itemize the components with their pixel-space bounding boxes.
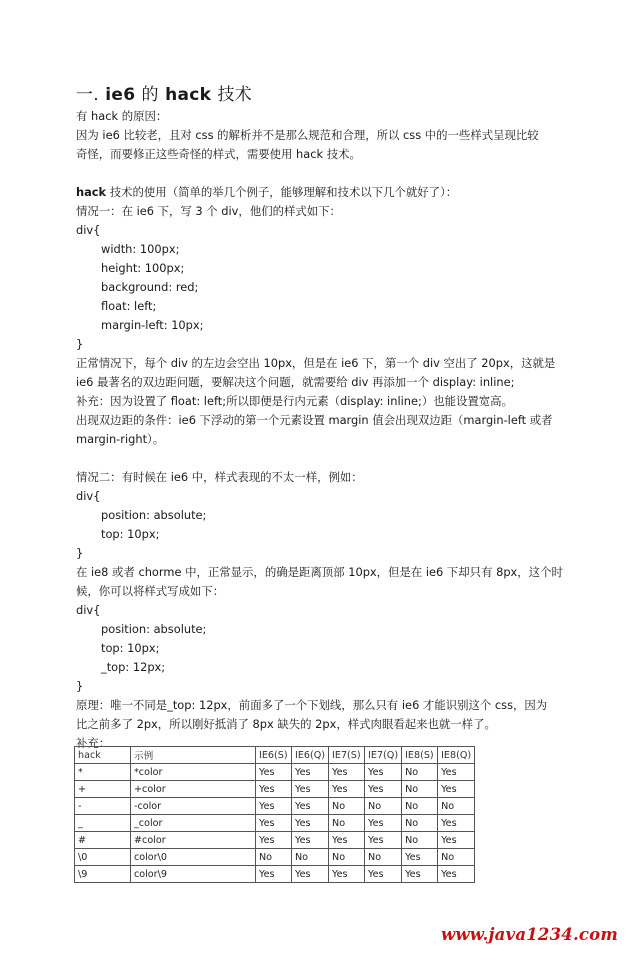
code-line: top: 10px; [101, 641, 160, 655]
usage-line [76, 183, 457, 202]
para-1-line-4: 出现双边距的条件：ie6 下浮动的第一个元素设置 margin 值会出现双边距（margin-left 或者 [76, 413, 553, 427]
header-cell: 示例 [131, 747, 256, 764]
table-cell: No [256, 849, 292, 866]
table-cell: No [402, 815, 438, 832]
code-line: height: 100px; [101, 261, 185, 275]
heading-number: 一. [76, 85, 100, 105]
why-line-1: 因为 ie6 比较老，且对 css 的解析并不是那么规范和合理，所以 css 中的一些样式呈现比较 [76, 128, 539, 142]
table-cell: Yes [365, 832, 402, 849]
hack-compat-table [74, 746, 475, 883]
table-cell: \0 [75, 849, 131, 866]
table-cell: Yes [256, 866, 292, 883]
table-cell: Yes [292, 866, 329, 883]
code-line: } [76, 679, 84, 693]
code-line: div{ [76, 223, 101, 237]
header-cell: IE6(Q) [292, 747, 329, 764]
table-cell: No [438, 849, 475, 866]
table-cell: -color [131, 798, 256, 815]
table-cell: Yes [365, 781, 402, 798]
table-cell: Yes [292, 815, 329, 832]
table-cell: Yes [402, 849, 438, 866]
table-cell: Yes [438, 764, 475, 781]
table-cell: + [75, 781, 131, 798]
code-line: _top: 12px; [101, 660, 166, 674]
table-cell: color\0 [131, 849, 256, 866]
code-line: position: absolute; [101, 508, 207, 522]
code-line: div{ [76, 603, 101, 617]
table-cell: Yes [329, 866, 365, 883]
table-cell: Yes [256, 781, 292, 798]
table-cell: * [75, 764, 131, 781]
table-cell: Yes [256, 815, 292, 832]
heading-de: 的 [141, 85, 159, 105]
table-cell: No [329, 815, 365, 832]
table-cell: Yes [438, 866, 475, 883]
table-cell: No [402, 798, 438, 815]
site-watermark-url[interactable]: www.java1234.com [441, 925, 619, 944]
para-1-line-5: margin-right）。 [76, 432, 165, 446]
table-row [75, 849, 475, 866]
table-cell: color\9 [131, 866, 256, 883]
table-cell: # [75, 832, 131, 849]
why-line-2: 奇怪，而要修正这些奇怪的样式，需要使用 hack 技术。 [76, 147, 361, 161]
table-cell: Yes [256, 798, 292, 815]
table-cell: _ [75, 815, 131, 832]
heading-tech: 技术 [217, 85, 253, 105]
table-cell: Yes [256, 764, 292, 781]
table-cell: Yes [365, 866, 402, 883]
para-1-line-3: 补充：因为设置了 float: left;所以即便是行内元素（display: inline;）也能设置宽高。 [76, 394, 513, 408]
code-line: float: left; [101, 299, 157, 313]
code-line: } [76, 546, 84, 560]
case-two-title: 情况二：有时候在 ie6 中，样式表现的不太一样，例如： [76, 470, 363, 484]
table-cell: No [402, 832, 438, 849]
hack-compat-table-wrap [74, 746, 475, 883]
header-cell: IE8(Q) [438, 747, 475, 764]
table-cell: *color [131, 764, 256, 781]
table-row [75, 866, 475, 883]
para-2-line-2: 候，你可以将样式写成如下： [76, 584, 225, 598]
table-row [75, 815, 475, 832]
usage-keyword: hack [76, 185, 107, 199]
why-title: 有 hack 的原因： [76, 109, 168, 123]
table-cell: Yes [292, 798, 329, 815]
table-cell: _color [131, 815, 256, 832]
table-row [75, 798, 475, 815]
principle-line-1: 原理：唯一不同是_top: 12px，前面多了一个下划线，那么只有 ie6 才能识别这个 css，因为 [76, 698, 548, 712]
para-1-line-2: ie6 最著名的双边距问题，要解决这个问题，就需要给 div 再添加一个 display: inline; [76, 375, 515, 389]
code-line: background: red; [101, 280, 199, 294]
table-header-row [75, 747, 475, 764]
table-cell: Yes [292, 832, 329, 849]
code-line: width: 100px; [101, 242, 180, 256]
table-cell: - [75, 798, 131, 815]
table-cell: Yes [438, 815, 475, 832]
table-cell: No [365, 849, 402, 866]
table-cell: Yes [292, 764, 329, 781]
table-cell: No [329, 798, 365, 815]
para-1-line-1: 正常情况下，每个 div 的左边会空出 10px，但是在 ie6 下，第一个 div 空出了 20px，这就是 [76, 356, 556, 370]
code-line: position: absolute; [101, 622, 207, 636]
table-cell: Yes [256, 832, 292, 849]
table-cell: Yes [329, 832, 365, 849]
case-one-title: 情况一：在 ie6 下，写 3 个 div，他们的样式如下： [76, 204, 341, 218]
para-2-line-1: 在 ie8 或者 chorme 中，正常显示，的确是距离顶部 10px，但是在 ie6 下却只有 8px，这个时 [76, 565, 563, 579]
table-cell: +color [131, 781, 256, 798]
usage-rest: 技术的使用（简单的举几个例子，能够理解和技术以下几个就好了）： [106, 185, 458, 199]
table-cell: Yes [292, 781, 329, 798]
table-cell: No [438, 798, 475, 815]
heading-hack: hack [165, 85, 212, 105]
heading-ie6: ie6 [105, 85, 136, 105]
table-cell: No [365, 798, 402, 815]
code-line: div{ [76, 489, 101, 503]
table-cell: Yes [402, 866, 438, 883]
principle-line-2: 比之前多了 2px，所以刚好抵消了 8px 缺失的 2px，样式肉眼看起来也就一样了。 [76, 717, 496, 731]
header-cell: IE8(S) [402, 747, 438, 764]
table-row [75, 781, 475, 798]
table-cell: No [329, 849, 365, 866]
table-cell: No [402, 781, 438, 798]
header-cell: hack [75, 747, 131, 764]
table-cell: Yes [438, 781, 475, 798]
code-line: } [76, 337, 84, 351]
table-cell: #color [131, 832, 256, 849]
header-cell: IE6(S) [256, 747, 292, 764]
table-cell: Yes [365, 764, 402, 781]
table-cell: Yes [329, 781, 365, 798]
table-cell: No [292, 849, 329, 866]
header-cell: IE7(S) [329, 747, 365, 764]
table-row [75, 832, 475, 849]
table-cell: No [402, 764, 438, 781]
supplement-label: 补充： [76, 736, 111, 750]
header-cell: IE7(Q) [365, 747, 402, 764]
table-cell: Yes [329, 764, 365, 781]
section-heading [76, 80, 252, 105]
code-line: margin-left: 10px; [101, 318, 204, 332]
table-cell: Yes [365, 815, 402, 832]
table-cell: Yes [438, 832, 475, 849]
table-cell: \9 [75, 866, 131, 883]
code-line: top: 10px; [101, 527, 160, 541]
table-row [75, 764, 475, 781]
